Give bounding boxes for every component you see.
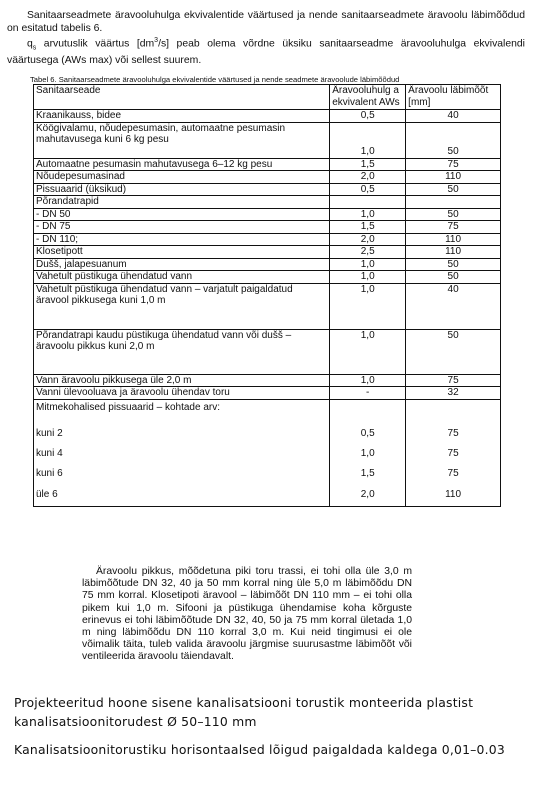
table-row <box>34 387 501 400</box>
cad-note-line-2: kanalisatsioonitorudest Ø 50–110 mm <box>14 714 257 729</box>
header-aws: Äravooluhulg a ekvivalent AWs <box>330 85 406 110</box>
table-row <box>34 122 501 158</box>
device-cell: kuni 4 <box>34 444 330 464</box>
diameter-cell: 75 <box>406 221 501 234</box>
aws-cell: 2,0 <box>330 171 406 184</box>
device-cell: Põrandatrapid <box>34 196 330 209</box>
table-row <box>34 374 501 387</box>
table-row <box>34 444 501 464</box>
diameter-cell: 75 <box>406 374 501 387</box>
diameter-cell: 75 <box>406 424 501 444</box>
table-caption: Tabel 6. Sanitaarseadmete äravooluhulga ekvivalentide väärtused ja nende seadmete äravoolude läbimõõdud <box>30 75 400 84</box>
aws-cell: 1,0 <box>330 258 406 271</box>
device-cell: Nõudepesumasinad <box>34 171 330 184</box>
diameter-cell: 110 <box>406 246 501 259</box>
device-cell: Pissuaarid (üksikud) <box>34 183 330 196</box>
aws-cell <box>330 399 406 424</box>
aws-cell: 1,5 <box>330 158 406 171</box>
device-cell: - DN 110; <box>34 233 330 246</box>
device-cell: kuni 2 <box>34 424 330 444</box>
unit-superscript: 3 <box>154 37 159 44</box>
table-row <box>34 484 501 507</box>
device-cell: Dušš, jalapesuanum <box>34 258 330 271</box>
device-cell: kuni 6 <box>34 464 330 484</box>
diameter-cell: 110 <box>406 171 501 184</box>
table-row <box>34 233 501 246</box>
diameter-cell: 110 <box>406 484 501 507</box>
aws-cell: 1,0 <box>330 329 406 374</box>
diameter-cell: 40 <box>406 110 501 123</box>
table-row <box>34 183 501 196</box>
aws-cell: 1,0 <box>330 122 406 158</box>
intro-text <box>7 10 525 68</box>
header-device: Sanitaarseade <box>34 85 330 110</box>
table-row <box>34 196 501 209</box>
intro-paragraph-2-rest: /s] peab olema võrdne üksiku sanitaarseadme äravooluhulga ekvivalendi väärtusega (AWs max) või sellest suurem. <box>7 38 525 67</box>
table-row <box>34 329 501 374</box>
diameter-cell: 50 <box>406 271 501 284</box>
device-cell: - DN 75 <box>34 221 330 234</box>
table-row <box>34 271 501 284</box>
intro-paragraph-1: Sanitaarseadmete äravooluhulga ekvivalentide väärtused ja nende sanitaarseadmete äravoolu läbimõõdud on esitatud tabelis 6. <box>7 10 525 34</box>
table-row <box>34 158 501 171</box>
device-cell: Automaatne pesumasin mahutavusega 6–12 kg pesu <box>34 158 330 171</box>
device-cell: Vahetult püstikuga ühendatud vann – varjatult paigaldatud äravool pikkusega kuni 1,0 m <box>34 283 330 329</box>
aws-cell: - <box>330 387 406 400</box>
header-diameter: Äravoolu läbimõõt [mm] <box>406 85 501 110</box>
diameter-cell <box>406 399 501 424</box>
diameter-cell: 75 <box>406 444 501 464</box>
device-cell: Põrandatrapi kaudu püstikuga ühendatud vann või dušš – äravoolu pikkus kuni 2,0 m <box>34 329 330 374</box>
aws-cell: 1,0 <box>330 374 406 387</box>
device-cell: Vahetult püstikuga ühendatud vann <box>34 271 330 284</box>
aws-cell: 1,0 <box>330 283 406 329</box>
note-text: Äravoolu pikkus, mõõdetuna piki toru trassi, ei tohi olla üle 3,0 m läbimõõtude DN 32, 40 ja 50 mm korral ning üle 5,0 m läbimõõdu DN 75 mm korral. Klosetipoti äravool – läbimõõt DN 110 mm – ei tohi olla pikem kui 1,0 m. Sifooni ja püstikuga ühendamise koha kõrguste erinevus ei tohi läbimõõtude DN 32, 40, 50 ja 75 mm korral ületada 1,0 m ning läbimõõdu DN 110 korral 3,0 m. Kui neid tingimusi ei ole võimalik täita, tuleb valida äravoolu järgmise suurusastme läbimõõt või ventileerida äravoolu täiendavalt. <box>82 566 412 663</box>
table-row <box>34 171 501 184</box>
device-cell: Kraanikauss, bidee <box>34 110 330 123</box>
cad-note-line-1: Projekteeritud hoone sisene kanalisatsiooni torustik monteerida plastist <box>14 695 474 710</box>
intro-paragraph-2 <box>7 35 525 68</box>
aws-cell: 0,5 <box>330 424 406 444</box>
table-row <box>34 283 501 329</box>
device-cell: üle 6 <box>34 484 330 507</box>
diameter-cell: 50 <box>406 183 501 196</box>
table-row <box>34 464 501 484</box>
aws-cell: 1,0 <box>330 271 406 284</box>
table-row <box>34 258 501 271</box>
diameter-cell: 50 <box>406 208 501 221</box>
equivalents-table <box>33 84 501 507</box>
aws-cell: 1,5 <box>330 464 406 484</box>
aws-cell: 1,5 <box>330 221 406 234</box>
table-row <box>34 221 501 234</box>
device-cell: - DN 50 <box>34 208 330 221</box>
diameter-cell <box>406 196 501 209</box>
device-cell: Vann äravoolu pikkusega üle 2,0 m <box>34 374 330 387</box>
intro-paragraph-2-mid: arvutuslik väärtus [dm <box>36 38 155 50</box>
aws-cell: 1,0 <box>330 444 406 464</box>
diameter-cell: 50 <box>406 122 501 158</box>
aws-cell: 0,5 <box>330 183 406 196</box>
diameter-cell: 110 <box>406 233 501 246</box>
table-row <box>34 208 501 221</box>
table-row <box>34 399 501 424</box>
aws-cell: 2,0 <box>330 233 406 246</box>
diameter-cell: 32 <box>406 387 501 400</box>
aws-cell: 2,5 <box>330 246 406 259</box>
device-cell: Mitmekohalised pissuaarid – kohtade arv: <box>34 399 330 424</box>
table-row <box>34 424 501 444</box>
table-header-row <box>34 85 501 110</box>
qs-symbol: q <box>27 38 33 50</box>
device-cell: Köögivalamu, nõudepesumasin, automaatne pesumasin mahutavusega kuni 6 kg pesu <box>34 122 330 158</box>
aws-cell: 0,5 <box>330 110 406 123</box>
diameter-cell: 50 <box>406 258 501 271</box>
diameter-cell: 40 <box>406 283 501 329</box>
device-cell: Vanni ülevooluava ja äravoolu ühendav toru <box>34 387 330 400</box>
aws-cell: 1,0 <box>330 208 406 221</box>
diameter-cell: 75 <box>406 464 501 484</box>
diameter-cell: 50 <box>406 329 501 374</box>
qs-subscript: s <box>32 44 37 52</box>
device-cell: Klosetipott <box>34 246 330 259</box>
aws-cell <box>330 196 406 209</box>
cad-note-line-3: Kanalisatsioonitorustiku horisontaalsed lõigud paigaldada kaldega 0,01–0.03 <box>14 742 505 757</box>
note-paragraph <box>82 566 412 664</box>
aws-cell: 2,0 <box>330 484 406 507</box>
diameter-cell: 75 <box>406 158 501 171</box>
table-row <box>34 110 501 123</box>
table-row <box>34 246 501 259</box>
